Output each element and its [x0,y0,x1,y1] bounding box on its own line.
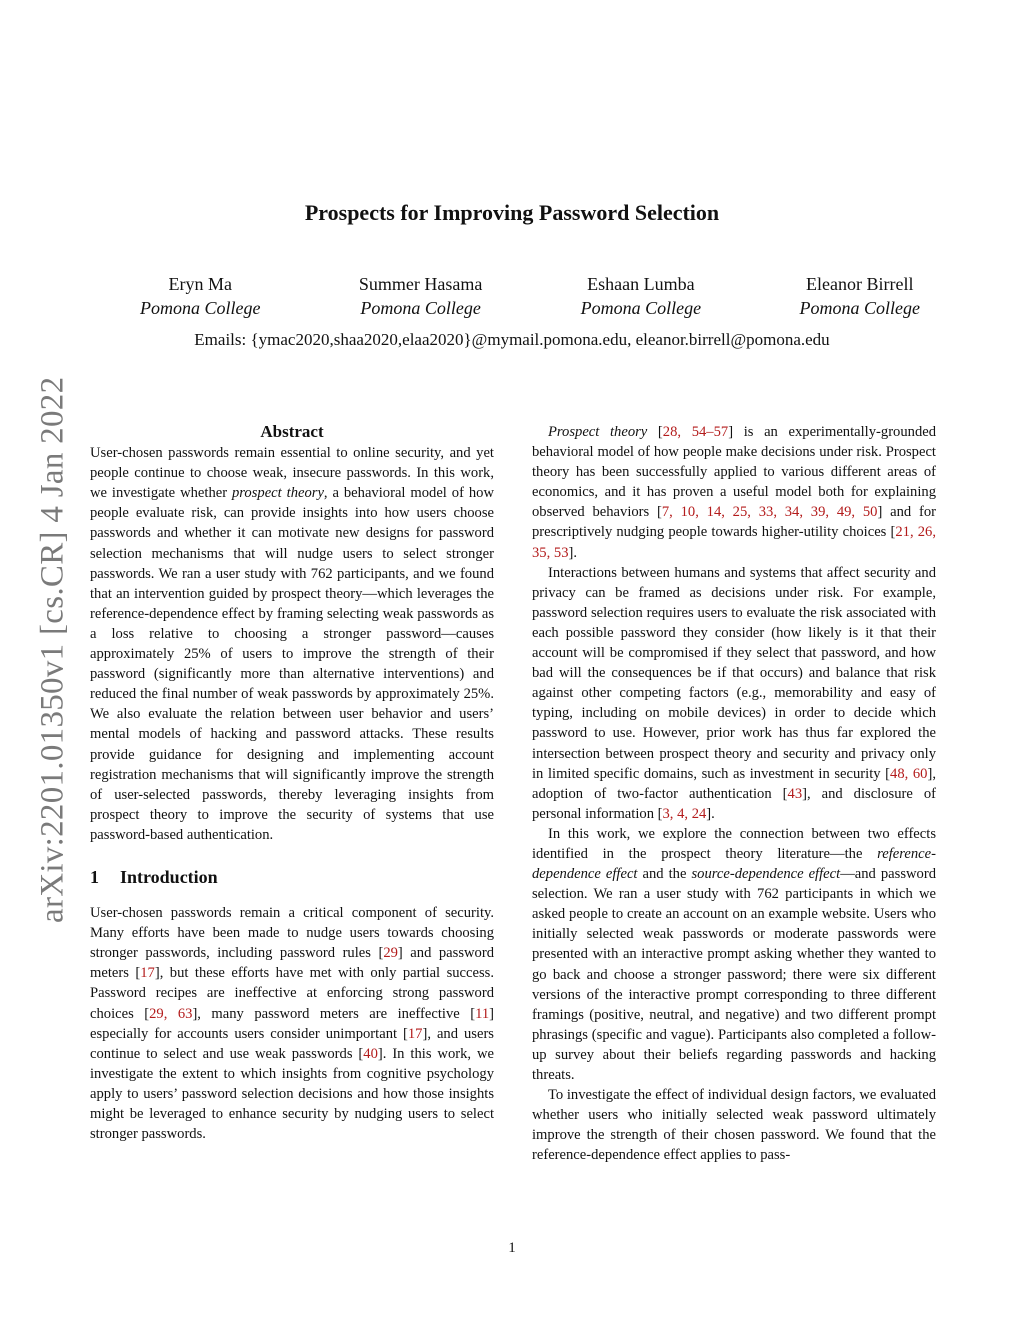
citation-link[interactable]: 3, 4, 24 [662,805,707,822]
body-paragraph: Interactions between humans and systems that affect security and privacy can be framed as decisions under risk. For example, password selection requires users to evaluate the risk associated with each possible password they consider (how likely is it that their account will be compromised if they select that password, and how bad will the consequences be if that occurs) and balance that risk against other competing factors (e.g., memorability and easy of typing, including on mobile devices) in order to decide which password to use. However, prior work has thus far explored the intersection between prospect theory and security and privacy only in limited specific domains, such as investment in security [48, 60], adoption of two-factor authentication [43], and disclosure of personal information [3, 4, 24]. [532,564,937,822]
author-name: Eleanor Birrell [806,274,914,294]
paper-title: Prospects for Improving Password Selection [304,200,720,225]
abstract-body: User-chosen passwords remain essential to online security, and yet people continue to choose weak, insecure passwords. In this work, we investigate whether prospect theory, a behavioral model of how people evaluate risk, can provide insights into how users choose passwords and whether it can motivate new designs for password selection mechanisms that will nudge users to select stronger passwords. We ran a user study with 762 participants, and we found that an intervention guided by prospect theory—which leverages the reference-dependence effect by framing selecting weak passwords as a loss relative to choosing a stronger password—causes approximately 25% of users to improve the strength of their password (significantly more than alternative interventions) and reduced the final number of weak passwords by approximately 25%. We also evaluate the relation between user behavior and users’ mental models of hacking and password attacks. These results provide guidance for designing and implementing account registration mechanisms that will significantly improve the strength of user-selected passwords, thereby leveraging insights from prospect theory to improve the security of systems that use password-based authentication. [90,445,494,843]
right-column [532,422,936,1165]
author-name: Summer Hasama [358,274,483,294]
citation-link[interactable]: 29 [383,945,398,962]
citation-link[interactable]: 17 [140,965,155,982]
author [581,272,701,320]
citation-link[interactable]: 28, 54–57 [662,424,729,440]
citation-link[interactable]: 7, 10, 14, 25, 33, 34, 39, 49, 50 [661,504,878,521]
author [800,272,920,320]
author-affiliation: Pomona College [140,298,261,318]
author-affiliation: Pomona College [360,298,481,318]
left-column [90,422,494,1144]
arxiv-stamp: arXiv:2201.01350v1 [cs.CR] 4 Jan 2022 [34,376,71,924]
citation-link[interactable]: 48, 60 [890,765,928,782]
author [359,272,482,320]
citation-link[interactable]: 21, 26, 35, 53 [532,524,937,561]
citation-link[interactable]: 40 [363,1045,378,1062]
author-affiliation: Pomona College [580,298,702,318]
author-list [140,272,920,320]
body-paragraph: In this work, we explore the connection between two effects identified in the prospect theory literature—the reference-dependence effect and the source-dependence effect—and password selection. We ran a user study with 762 participants in which we asked people to create an account on an example website. Users who initially selected weak passwords or moderate passwords were presented with an interactive prompt asking whether they wanted to go back and choose a stronger password; there were six different versions of the interactive prompt corresponding to three different framings (positive, neutral, and negative) and two different prompt phrasings (specific and vague). Participants also completed a follow-up survey about their beliefs regarding passwords and hacking threats. [532,825,936,1083]
citation-link[interactable]: 17 [407,1025,423,1042]
intro-paragraph: User-chosen passwords remain a critical component of security. Many efforts have been made to nudge users towards choosing stronger passwords, including password rules [29] and password meters [17], but these efforts have met with only partial success. Password recipes are ineffective at enforcing strong password choices [29, 63], many password meters are ineffective [11] especially for accounts users consider unimportant [17], and users continue to select and use weak passwords [40]. In this work, we investigate the extent to which insights from cognitive psychology apply to users’ password selection decisions and how those insights might be leveraged to enhance security by nudging users to select stronger passwords. [90,905,495,1143]
author-name: Eshaan Lumba [587,274,695,294]
abstract-heading: Abstract [260,422,324,441]
section-heading-introduction: 1 Introduction [90,866,218,887]
citation-link[interactable]: 29, 63 [149,1005,193,1022]
body-paragraph: Prospect theory [28, 54–57] is an experimentally-grounded behavioral model of how people make decisions under risk. Prospect theory has been successfully applied to various different areas of economics, and it has proven a useful model both for explaining observed behaviors [7, 10, 14, 25, 33, 34, 39, 49, 50] and for prescriptively nudging people towards higher-utility choices [21, 26, 35, 53]. [532,424,937,561]
body-paragraph: To investigate the effect of individual design factors, we evaluated whether users who initially selected weak password ultimately improve the strength of their chosen password. We found that the reference-dependence effect applies to pass- [532,1087,936,1164]
page-number: 1 [508,1240,516,1256]
author-name: Eryn Ma [168,274,232,294]
author-emails: Emails: {ymac2020,shaa2020,elaa2020}@mymail.pomona.edu, eleanor.birrell@pomona.edu [194,330,830,349]
citation-link[interactable]: 11 [475,1005,490,1022]
citation-link[interactable]: 43 [787,785,803,802]
author-affiliation: Pomona College [799,298,920,318]
author [140,272,260,320]
